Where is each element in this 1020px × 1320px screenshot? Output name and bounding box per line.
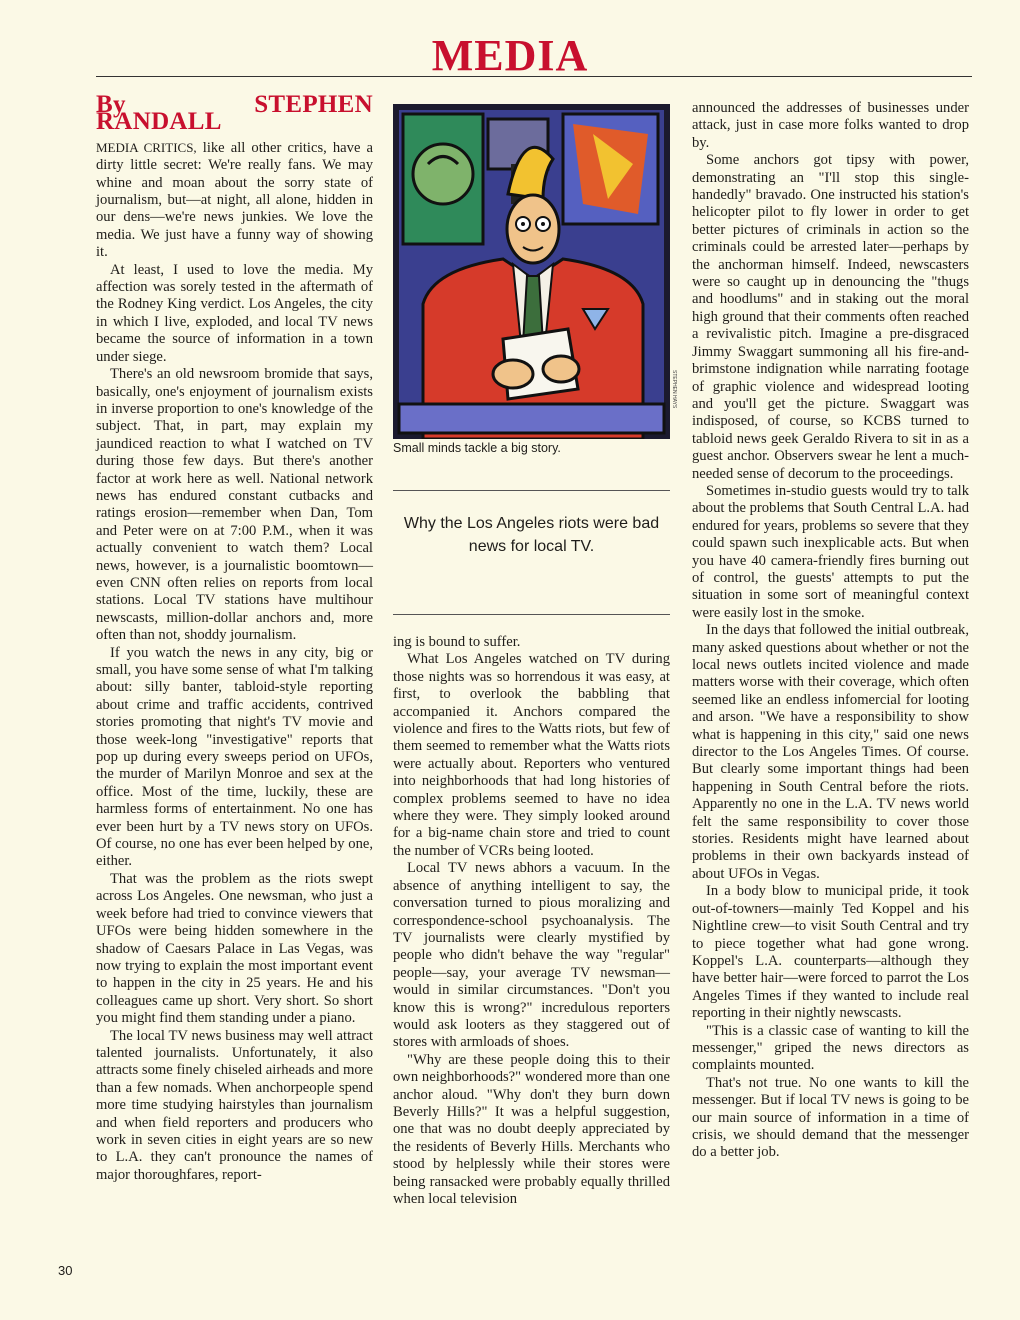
paragraph: In the days that followed the initial outbreak, many asked questions about whether or not the local news outlets incited violence and made matters worse with their coverage, which often seemed like an endless infomercial for looting and arson. "We have a responsibility to show what is happening in this city," said one news director to the Los Angeles Times. Of course. But clearly some important things had been happening in South Central before the riots. Apparently no one in the L.A. TV news world felt the same responsibility to cover those stories. Residents might have learned about problems in their own backyards instead of about UFOs in Vegas. [692,622,969,882]
paragraph: ing is bound to suffer. [393,634,521,650]
paragraph: The local TV news business may well attract talented journalists. Unfortunately, it also attracts some finely chiseled airheads and more than a few nomads. When anchorpeople spend more time studying hairstyles than journalism and when field reporters and producers who work in seven cities in eight years are so new to L.A. they can't pronounce the names of major thoroughfares, report- [96,1027,373,1183]
column-2 [393,634,670,1208]
illustration-caption: Small minds tackle a big story. [393,441,561,455]
pull-quote: Why the Los Angeles riots were bad news for local TV. [403,515,660,555]
paragraph: Some anchors got tipsy with power, demonstrating an "I'll stop this single-handedly" bravado. One instructed his station's helicopter pilot to fly lower in order to get better pictures of criminals in action so the criminals could be arrested later—perhaps by the anchorman himself. Indeed, newscasters were so caught up in denouncing the "thugs and hoodlums" and in staking out the moral high ground that their comments often reached a revivalistic pitch. Imagine a pre-disgraced Jimmy Swaggart summoning all his fire-and-brimstone indignation while narrating footage of graphic violence and widespread looting and you'll get the picture. Swaggart was indisposed, of course, so KCBS turned to tabloid news geek Geraldo Rivera to sit in as a guest anchor. Observers swear he lent a much-needed sense of decorum to the proceedings. [692,152,969,482]
paragraph: MEDIA CRITICS, like all other critics, have a dirty little secret: We're really fans. We may whine and moan about the sorry state of journalism, but—at night, all alone, hidden in our dens—we're news junkies. We love the media. We just have a funny way of showing it. [96,139,373,261]
header-rule [96,76,972,77]
paragraph: Local TV news abhors a vacuum. In the absence of anything intelligent to say, the conversation turned to pious moralizing and correspondence-school psychoanalysis. The TV journalists were clearly mystified by people who didn't behave the way "regular" people—say, your average TV newsman—would in similar circumstances. "Don't you know this is wrong?" incredulous reporters would ask looters as they staggered out of stores with armloads of shoes. [393,860,670,1051]
column-3 [692,100,969,1162]
paragraph: At least, I used to love the media. My affection was sorely tested in the aftermath of the Rodney King verdict. Los Angeles, the city in which I live, exploded, and local TV news became the source of information in a town under siege. [96,261,373,365]
paragraph: announced the addresses of businesses under attack, just in case more folks wanted to drop by. [692,100,969,151]
paragraph: There's an old newsroom bromide that says, basically, one's enjoyment of journalism exists in inverse proportion to one's knowledge of the subject. That, in part, may explain my jaundiced reaction to what I watched on TV during those few days. But there's another factor at work here as well. National network news has endured constant cutbacks and ratings erosion—remember when Dan, Tom and Peter were on at 7:00 P.M., when it was actually convenient to watch them? Local news, however, is a journalistic boomtown—even CNN often relies on reports from local stations. Local TV stations have multihour newscasts, million-dollar anchors and, more often than not, shoddy journalism. [96,366,373,644]
paragraph: In a body blow to municipal pride, it took out-of-towners—mainly Ted Koppel and his Nightline crew—to visit South Central and try to piece together what had gone wrong. Koppel's L.A. counterparts—although they have better hair—were forced to parrot the Los Angeles Times if they wanted to include real reporting in their nightly newscasts. [692,883,969,1022]
byline: By STEPHEN RANDALL [96,91,373,136]
paragraph: That's not true. No one wants to kill the messenger. But if local TV news is going to be our main source of information in a time of crisis, we should demand that the messenger do a better job. [692,1074,969,1161]
column-1 [96,91,373,1184]
paragraph: "This is a classic case of wanting to kill the messenger," griped the news directors as complaints mounted. [692,1022,969,1074]
paragraph: If you watch the news in any city, big or small, you have some sense of what I'm talking about: silly banter, tabloid-style reporting about crime and traffic accidents, contrived stories promoting that night's TV movie and those week-long "investigative" reports that pop up during every sweeps period on UFOs, the murder of Marilyn Monroe and sex at the office. Most of the time, luckily, these are harmless forms of entertainment. No one has ever been hurt by a TV news story on UFOs. Of course, no one has ever been helped by one, either. [96,644,373,870]
pullquote-rule-bottom [393,614,670,615]
illustration-credit: STEPHEN HAYS [671,370,677,409]
section-title: MEDIA [431,31,589,80]
page-number: 30 [58,1263,73,1278]
paragraph: That was the problem as the riots swept across Los Angeles. One newsman, who just a week before had tried to convince viewers that UFOs were being hidden somewhere in the shadow of Caesars Palace in Las Vegas, was now trying to explain the most important event to happen in the city in 25 years. He and his colleagues came up short. Very short. So short you might find them standing under a piano. [96,870,373,1027]
newsman-illustration [393,104,670,439]
paragraph: What Los Angeles watched on TV during those nights was so horrendous it was easy, at first, to overlook the babbling that accompanied it. Anchors compared the violence and fires to the Watts riots, but few of them seemed to remember what the Watts riots were actually about. Reporters who ventured into neighborhoods that had long histories of complex problems seemed to have no idea where they were. They simply looked around for a big-name chain store and tried to count the number of VCRs being looted. [393,651,670,859]
paragraph: Sometimes in-studio guests would try to talk about the problems that South Central L.A. had endured for years, problems so severe that they could spawn such inexplicable acts. But when you have 40 camera-friendly fires burning out of control, the guests' attempts to put the situation in some sort of meaningful context were easily lost in the smoke. [692,482,969,621]
pullquote-rule-top [393,490,670,491]
lead-in: MEDIA CRITICS, [96,139,197,155]
paragraph: "Why are these people doing this to their own neighborhoods?" wondered more than one anchor aloud. "Why don't they burn down Beverly Hills?" It was a helpful suggestion, one that was no doubt deeply appreciated by the residents of Beverly Hills. Merchants who stood by helplessly while their stores were being ransacked were probably equally thrilled when local television [393,1051,670,1207]
